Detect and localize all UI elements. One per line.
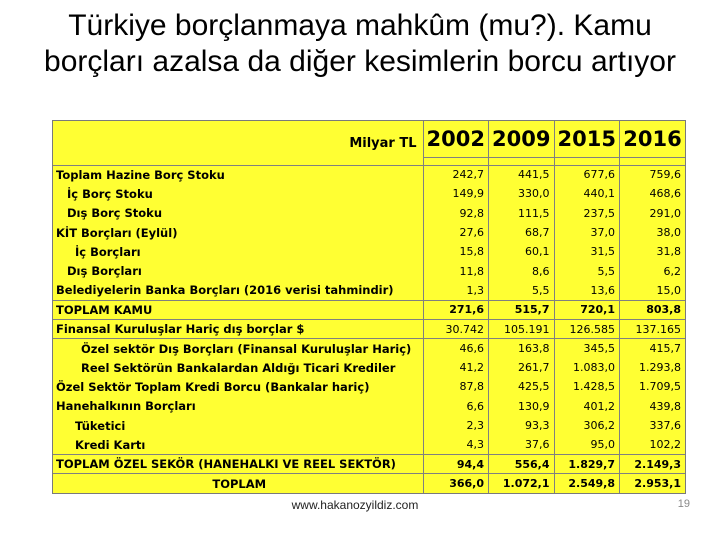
cell-value: 41,2: [423, 358, 489, 377]
cell-value: 366,0: [423, 474, 489, 493]
cell-value: 5,5: [489, 281, 555, 300]
cell-value: 759,6: [620, 165, 686, 184]
table-row: [53, 204, 685, 223]
cell-value: 126.585: [554, 319, 620, 338]
row-label: İç Borçları: [75, 244, 141, 259]
table-row-total-private: [53, 454, 685, 473]
table-row: [53, 319, 685, 338]
cell-value: 345,5: [554, 339, 620, 358]
cell-value: 60,1: [489, 242, 555, 261]
row-label: İç Borç Stoku: [67, 186, 153, 201]
cell-value: 425,5: [489, 377, 555, 396]
cell-value: 441,5: [489, 165, 555, 184]
cell-value: 1.428,5: [554, 377, 620, 396]
cell-value: 6,2: [620, 261, 686, 280]
row-label: Reel Sektörün Bankalardan Aldığı Ticari Krediler: [81, 360, 396, 375]
cell-value: 2.549,8: [554, 474, 620, 493]
row-label: Belediyelerin Banka Borçları (2016 verisi tahmindir): [56, 283, 394, 298]
unit-label: Milyar TL: [349, 136, 417, 151]
row-label: Finansal Kuruluşlar Hariç dış borçlar $: [53, 319, 423, 338]
row-label: KİT Borçları (Eylül): [56, 225, 178, 240]
cell-value: 105.191: [489, 319, 555, 338]
table-row: [53, 165, 685, 184]
page-number: 19: [677, 498, 690, 510]
cell-value: 2,3: [423, 416, 489, 435]
row-label: Toplam Hazine Borç Stoku: [56, 167, 225, 182]
cell-value: 130,9: [489, 397, 555, 416]
row-label: Özel Sektör Toplam Kredi Borcu (Bankalar hariç): [56, 379, 370, 394]
cell-value: 242,7: [423, 165, 489, 184]
table-row: [53, 377, 685, 396]
cell-value: 31,8: [620, 242, 686, 261]
cell-value: 1.829,7: [554, 454, 620, 473]
cell-value: 337,6: [620, 416, 686, 435]
cell-value: 6,6: [423, 397, 489, 416]
year-header-2016: 2016: [620, 121, 686, 157]
cell-value: 27,6: [423, 223, 489, 242]
cell-value: 556,4: [489, 454, 555, 473]
cell-value: 38,0: [620, 223, 686, 242]
row-label: Özel sektör Dış Borçları (Finansal Kuruluşlar Hariç): [53, 339, 423, 358]
cell-value: 15,8: [423, 242, 489, 261]
cell-value: 37,0: [554, 223, 620, 242]
table-row: [53, 339, 685, 358]
cell-value: 11,8: [423, 261, 489, 280]
cell-value: 261,7: [489, 358, 555, 377]
cell-value: 68,7: [489, 223, 555, 242]
cell-value: 515,7: [489, 300, 555, 319]
cell-value: 677,6: [554, 165, 620, 184]
row-label: Dış Borç Stoku: [67, 206, 163, 221]
row-label: TOPLAM ÖZEL SEKÖR (HANEHALKI VE REEL SEKTÖR): [53, 454, 423, 473]
cell-value: 137.165: [620, 319, 686, 338]
cell-value: 237,5: [554, 204, 620, 223]
cell-value: 306,2: [554, 416, 620, 435]
cell-value: 439,8: [620, 397, 686, 416]
cell-value: 46,6: [423, 339, 489, 358]
cell-value: 92,8: [423, 204, 489, 223]
cell-value: 440,1: [554, 184, 620, 203]
cell-value: 1.083,0: [554, 358, 620, 377]
cell-value: 102,2: [620, 435, 686, 454]
table-row: [53, 223, 685, 242]
cell-value: 1.709,5: [620, 377, 686, 396]
cell-value: 720,1: [554, 300, 620, 319]
year-header-2009: 2009: [489, 121, 555, 157]
debt-table-container: [52, 120, 686, 494]
table-row: [53, 261, 685, 280]
slide-title: Türkiye borçlanmaya mahkûm (mu?). Kamu borçları azalsa da diğer kesimlerin borcu artıyor: [44, 9, 676, 78]
row-label: Kredi Kartı: [75, 437, 146, 452]
table-row-total-public: [53, 300, 685, 319]
cell-value: 95,0: [554, 435, 620, 454]
table-row-grand-total: [53, 474, 685, 493]
cell-value: 30.742: [423, 319, 489, 338]
row-label: Hanehalkının Borçları: [56, 399, 196, 414]
cell-value: 401,2: [554, 397, 620, 416]
cell-value: 149,9: [423, 184, 489, 203]
row-label: Dış Borçları: [67, 264, 142, 279]
cell-value: 4,3: [423, 435, 489, 454]
table-row: [53, 281, 685, 300]
footer-url: www.hakanozyildiz.com: [291, 498, 419, 512]
table-row: [53, 184, 685, 203]
cell-value: 271,6: [423, 300, 489, 319]
cell-value: 94,4: [423, 454, 489, 473]
cell-value: 1.072,1: [489, 474, 555, 493]
cell-value: 291,0: [620, 204, 686, 223]
cell-value: 2.149,3: [620, 454, 686, 473]
cell-value: 37,6: [489, 435, 555, 454]
cell-value: 8,6: [489, 261, 555, 280]
cell-value: 5,5: [554, 261, 620, 280]
cell-value: 803,8: [620, 300, 686, 319]
table-row: [53, 416, 685, 435]
cell-value: 13,6: [554, 281, 620, 300]
cell-value: 15,0: [620, 281, 686, 300]
table-header-row: [53, 121, 685, 157]
cell-value: 93,3: [489, 416, 555, 435]
cell-value: 415,7: [620, 339, 686, 358]
cell-value: 2.953,1: [620, 474, 686, 493]
row-label: TOPLAM: [53, 474, 423, 493]
cell-value: 87,8: [423, 377, 489, 396]
year-header-2002: 2002: [423, 121, 489, 157]
table-row: [53, 435, 685, 454]
table-row: [53, 358, 685, 377]
table-spacer-row: [53, 157, 685, 165]
row-label: Tüketici: [75, 418, 126, 433]
cell-value: 163,8: [489, 339, 555, 358]
table-row: [53, 397, 685, 416]
table-row: [53, 242, 685, 261]
cell-value: 31,5: [554, 242, 620, 261]
row-label: TOPLAM KAMU: [53, 300, 423, 319]
cell-value: 330,0: [489, 184, 555, 203]
cell-value: 1.293,8: [620, 358, 686, 377]
cell-value: 1,3: [423, 281, 489, 300]
year-header-2015: 2015: [554, 121, 620, 157]
cell-value: 468,6: [620, 184, 686, 203]
cell-value: 111,5: [489, 204, 555, 223]
debt-table: [53, 121, 685, 493]
